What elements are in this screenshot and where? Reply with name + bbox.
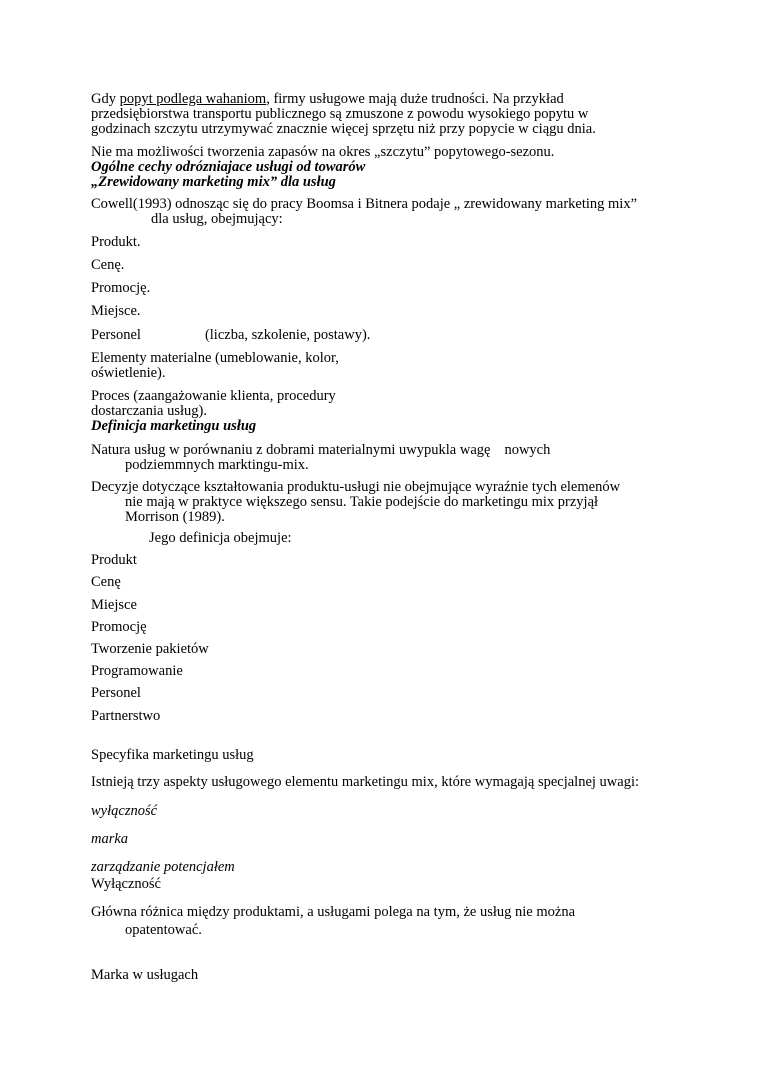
cowell-line-2: dla usług, obejmujący:: [151, 211, 283, 227]
mix1-elementy-line-2: oświetlenie).: [91, 365, 166, 381]
glowna-line-1: Główna różnica między produktami, a usługami polega na tym, że usług nie można: [91, 904, 576, 920]
aspect-item: wyłączność: [91, 803, 158, 819]
decyzje-line-3: Morrison (1989).: [125, 509, 225, 525]
aspect-item: zarządzanie potencjałem: [91, 859, 235, 875]
personel-desc: (liczba, szkolenie, postawy).: [204, 327, 371, 343]
heading-marka: Marka w usługach: [91, 967, 199, 983]
heading-definicja: Definicja marketingu usług: [91, 418, 257, 434]
intro-line-3: godzinach szczytu utrzymywać znacznie więcej sprzętu niż przy popycie w ciągu dnia.: [91, 121, 596, 137]
heading-ogolne-cechy: Ogólne cechy odrózniajace usługi od towarów: [91, 159, 366, 175]
intro-line-2: przedsiębiorstwa transportu publicznego są zmuszone z powodu wysokiego popytu w: [91, 106, 589, 122]
mix2-item: Personel: [91, 685, 141, 701]
decyzje-line-4: Jego definicja obejmuje:: [149, 530, 292, 546]
mix2-item: Promocję: [91, 619, 147, 635]
intro-before-text: Gdy: [91, 91, 120, 107]
aspect-item: marka: [91, 831, 129, 847]
heading-zrewidowany-mix: „Zrewidowany marketing mix” dla usług: [91, 174, 336, 190]
mix1-personel: [91, 328, 370, 344]
mix2-item: Partnerstwo: [91, 708, 161, 724]
glowna-line-2: opatentować.: [125, 922, 202, 938]
natura-text-b: nowych: [504, 442, 551, 458]
natura-text-a: Natura usług w porównaniu z dobrami materialnymi uwypukla wagę: [91, 442, 491, 458]
mix1-miejsce: Miejsce.: [91, 303, 141, 319]
heading-specyfika: Specyfika marketingu usług: [91, 747, 254, 763]
decyzje-line-1: Decyzje dotyczące kształtowania produktu-usługi nie obejmujące wyraźnie tych elemenów: [91, 479, 621, 495]
stock-paragraph: Nie ma możliwości tworzenia zapasów na okres „szczytu” popytowego-sezonu.: [91, 144, 555, 160]
mix1-elementy-line-1: Elementy materialne (umeblowanie, kolor,: [91, 350, 339, 366]
aspekty-paragraph: Istnieją trzy aspekty usługowego elementu marketingu mix, które wymagają specjalnej uwagi:: [91, 774, 640, 790]
mix2-item: Miejsce: [91, 597, 137, 613]
mix1-proces-line-1: Proces (zaangażowanie klienta, procedury: [91, 388, 336, 404]
mix1-proces-line-2: dostarczania usług).: [91, 403, 207, 419]
personel-label: Personel: [91, 327, 141, 343]
mix1-produkt: Produkt.: [91, 234, 141, 250]
heading-wylacznosc: Wyłączność: [91, 876, 161, 892]
mix2-item: Tworzenie pakietów: [91, 641, 209, 657]
popyt-link[interactable]: popyt podlega wahaniom: [119, 91, 267, 107]
mix2-item: Produkt: [91, 552, 137, 568]
intro-after-text: , firmy usługowe mają duże trudności. Na przykład: [266, 91, 564, 107]
mix1-promocje: Promocję.: [91, 280, 151, 296]
mix2-item: Cenę: [91, 574, 121, 590]
natura-line-2: podziemmnych marktingu-mix.: [125, 457, 309, 473]
mix1-cene: Cenę.: [91, 257, 125, 273]
cowell-line-1: Cowell(1993) odnosząc się do pracy Boomsa i Bitnera podaje „ zrewidowany marketing mix”: [91, 196, 638, 212]
decyzje-line-2: nie mają w praktyce większego sensu. Takie podejście do marketingu mix przyjął: [125, 494, 599, 510]
mix2-item: Programowanie: [91, 663, 183, 679]
